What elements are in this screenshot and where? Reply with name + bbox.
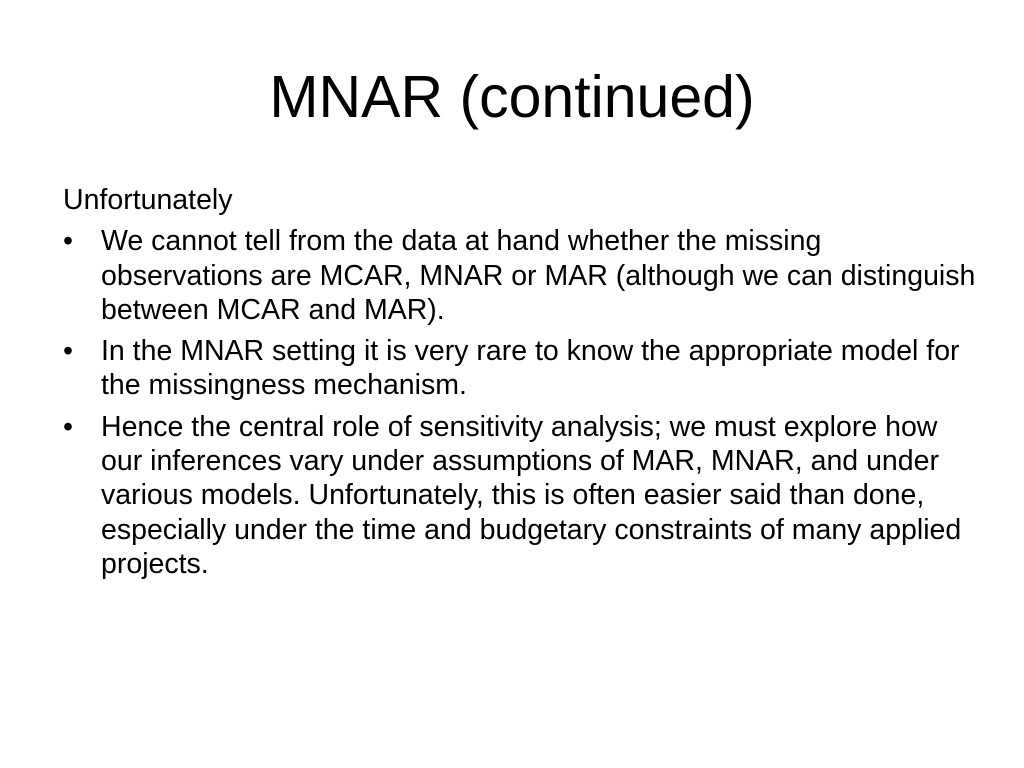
intro-text: Unfortunately (63, 184, 233, 216)
bullet-list (63, 224, 983, 581)
bullet-text: We cannot tell from the data at hand whether the missing observations are MCAR, MNAR or MAR (although we can distinguish between MCAR and MAR). (101, 225, 976, 326)
bullet-dot-icon: • (63, 410, 73, 443)
slide-title: MNAR (continued) (269, 64, 755, 130)
bullet-text: In the MNAR setting it is very rare to know the appropriate model for the missingness mechanism. (101, 335, 960, 402)
bullet-item (63, 334, 983, 403)
bullet-text: Hence the central role of sensitivity analysis; we must explore how our inferences vary under assumptions of MAR, MNAR, and under various models. Unfortunately, this is often easier said than done, especially under the time and budgetary constraints of many applied projects. (101, 410, 962, 580)
slide-body (63, 183, 983, 588)
bullet-dot-icon: • (63, 335, 73, 368)
bullet-dot-icon: • (63, 225, 73, 258)
bullet-item (63, 410, 983, 581)
bullet-item (63, 224, 983, 327)
